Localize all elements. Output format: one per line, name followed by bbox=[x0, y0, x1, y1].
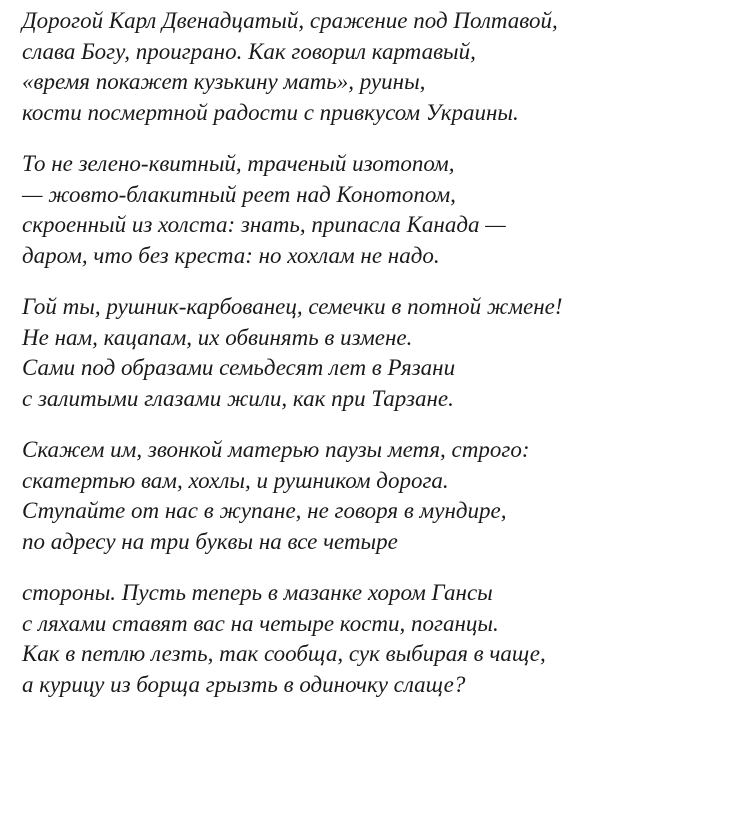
poem-line: Не нам, кацапам, их обвинять в измене. bbox=[22, 324, 413, 350]
poem-text bbox=[22, 6, 738, 721]
poem-line: Скажем им, звонкой матерью паузы метя, строго: bbox=[22, 437, 530, 462]
poem-line: кости посмертной радости с привкусом Украины. bbox=[22, 99, 519, 125]
poem-line: — жовто-блакитный реет над Конотопом, bbox=[22, 181, 456, 207]
poem-line: по адресу на три буквы на все четыре bbox=[22, 528, 398, 554]
stanza-2 bbox=[22, 149, 738, 271]
poem-line: даром, что без креста: но хохлам не надо. bbox=[22, 242, 440, 268]
poem-line: с залитыми глазами жили, как при Тарзане. bbox=[22, 385, 454, 411]
poem-line: «время покажет кузькину мать», руины, bbox=[22, 69, 426, 94]
poem-line: слава Богу, проиграно. Как говорил картавый, bbox=[22, 38, 476, 64]
poem-line: с ляхами ставят вас на четыре кости, поганцы. bbox=[22, 610, 499, 636]
poem-line: То не зелено-квитный, траченый изотопом, bbox=[22, 151, 455, 176]
poem-line: Дорогой Карл Двенадцатый, сражение под Полтавой, bbox=[22, 8, 558, 33]
poem-line: Сами под образами семьдесят лет в Рязани bbox=[22, 355, 456, 380]
poem-line: Как в петлю лезть, так сообща, сук выбирая в чаще, bbox=[22, 641, 546, 666]
stanza-3 bbox=[22, 292, 738, 414]
poem-line: стороны. Пусть теперь в мазанке хором Гансы bbox=[22, 580, 493, 605]
stanza-5 bbox=[22, 578, 738, 700]
poem-line: скатертью вам, хохлы, и рушником дорога. bbox=[22, 467, 449, 493]
poem-line: Ступайте от нас в жупане, не говоря в мундире, bbox=[22, 498, 507, 523]
stanza-4 bbox=[22, 435, 738, 557]
poem-line: а курицу из борща грызть в одиночку слаще? bbox=[22, 671, 466, 697]
poem-line: скроенный из холста: знать, припасла Канада — bbox=[22, 212, 506, 237]
poem-line: Гой ты, рушник-карбованец, семечки в потной жмене! bbox=[22, 294, 563, 319]
stanza-1 bbox=[22, 6, 738, 128]
